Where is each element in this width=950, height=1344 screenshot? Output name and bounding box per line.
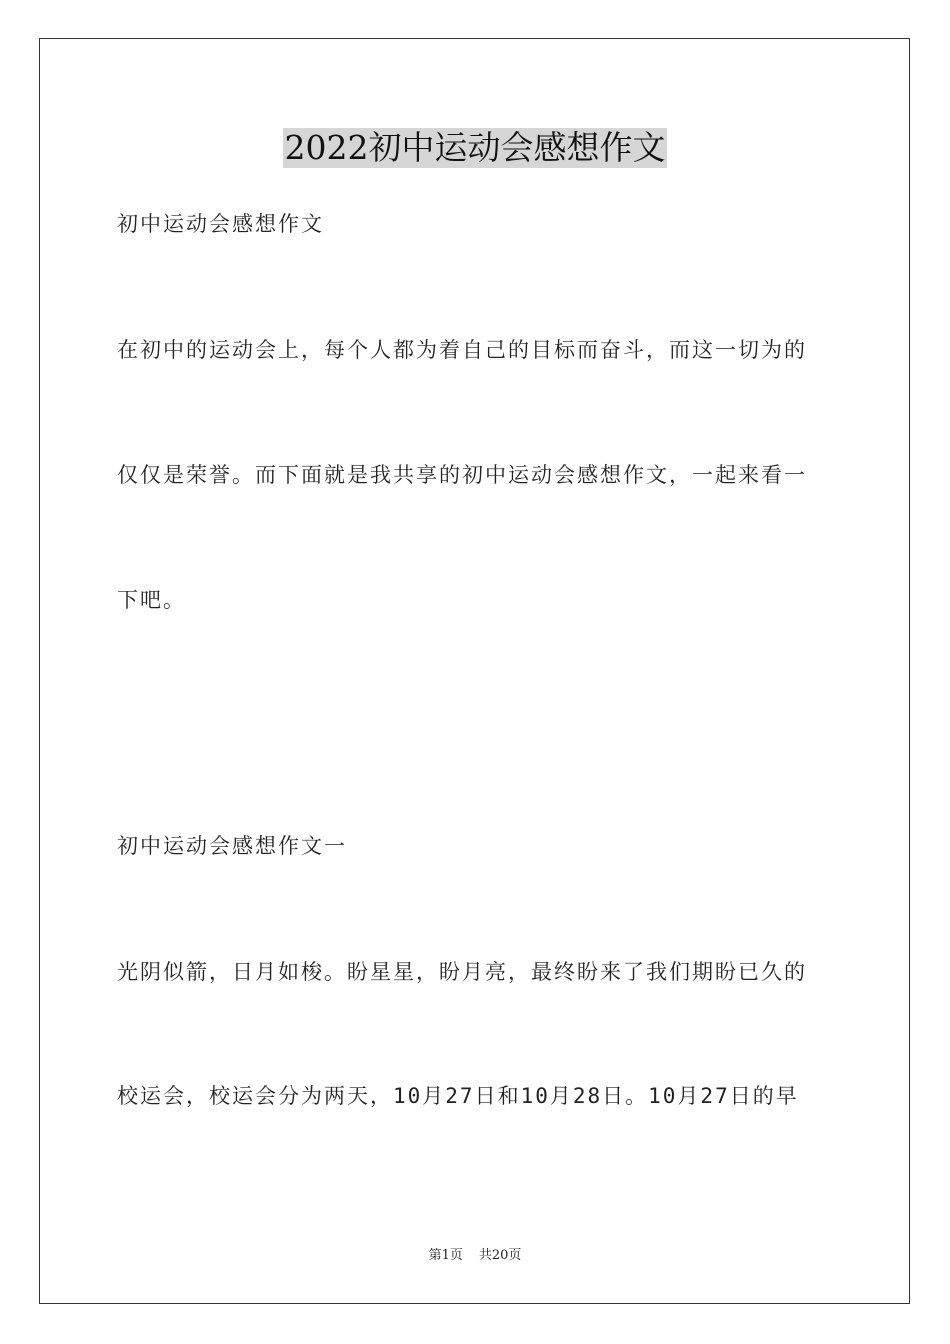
paragraph-line: 在初中的运动会上，每个人都为着自己的目标而奋斗，而这一切为的 <box>117 338 807 362</box>
section-heading: 初中运动会感想作文一 <box>117 834 347 858</box>
page-number: 第1页 <box>428 1248 463 1263</box>
paragraph-line: 下吧。 <box>117 588 186 612</box>
page-total: 共20页 <box>478 1248 522 1263</box>
paragraph-line: 光阴似箭，日月如梭。盼星星，盼月亮，最终盼来了我们期盼已久的 <box>117 960 807 984</box>
document-title: 2022初中运动会感想作文 <box>284 128 666 167</box>
paragraph-line: 仅仅是荣誉。而下面就是我共享的初中运动会感想作文，一起来看一 <box>117 463 807 487</box>
title-container <box>0 128 950 168</box>
page-footer <box>0 1247 950 1265</box>
subtitle-line: 初中运动会感想作文 <box>117 212 324 236</box>
paragraph-line: 校运会，校运会分为两天，10月27日和10月28日。10月27日的早 <box>117 1084 799 1108</box>
